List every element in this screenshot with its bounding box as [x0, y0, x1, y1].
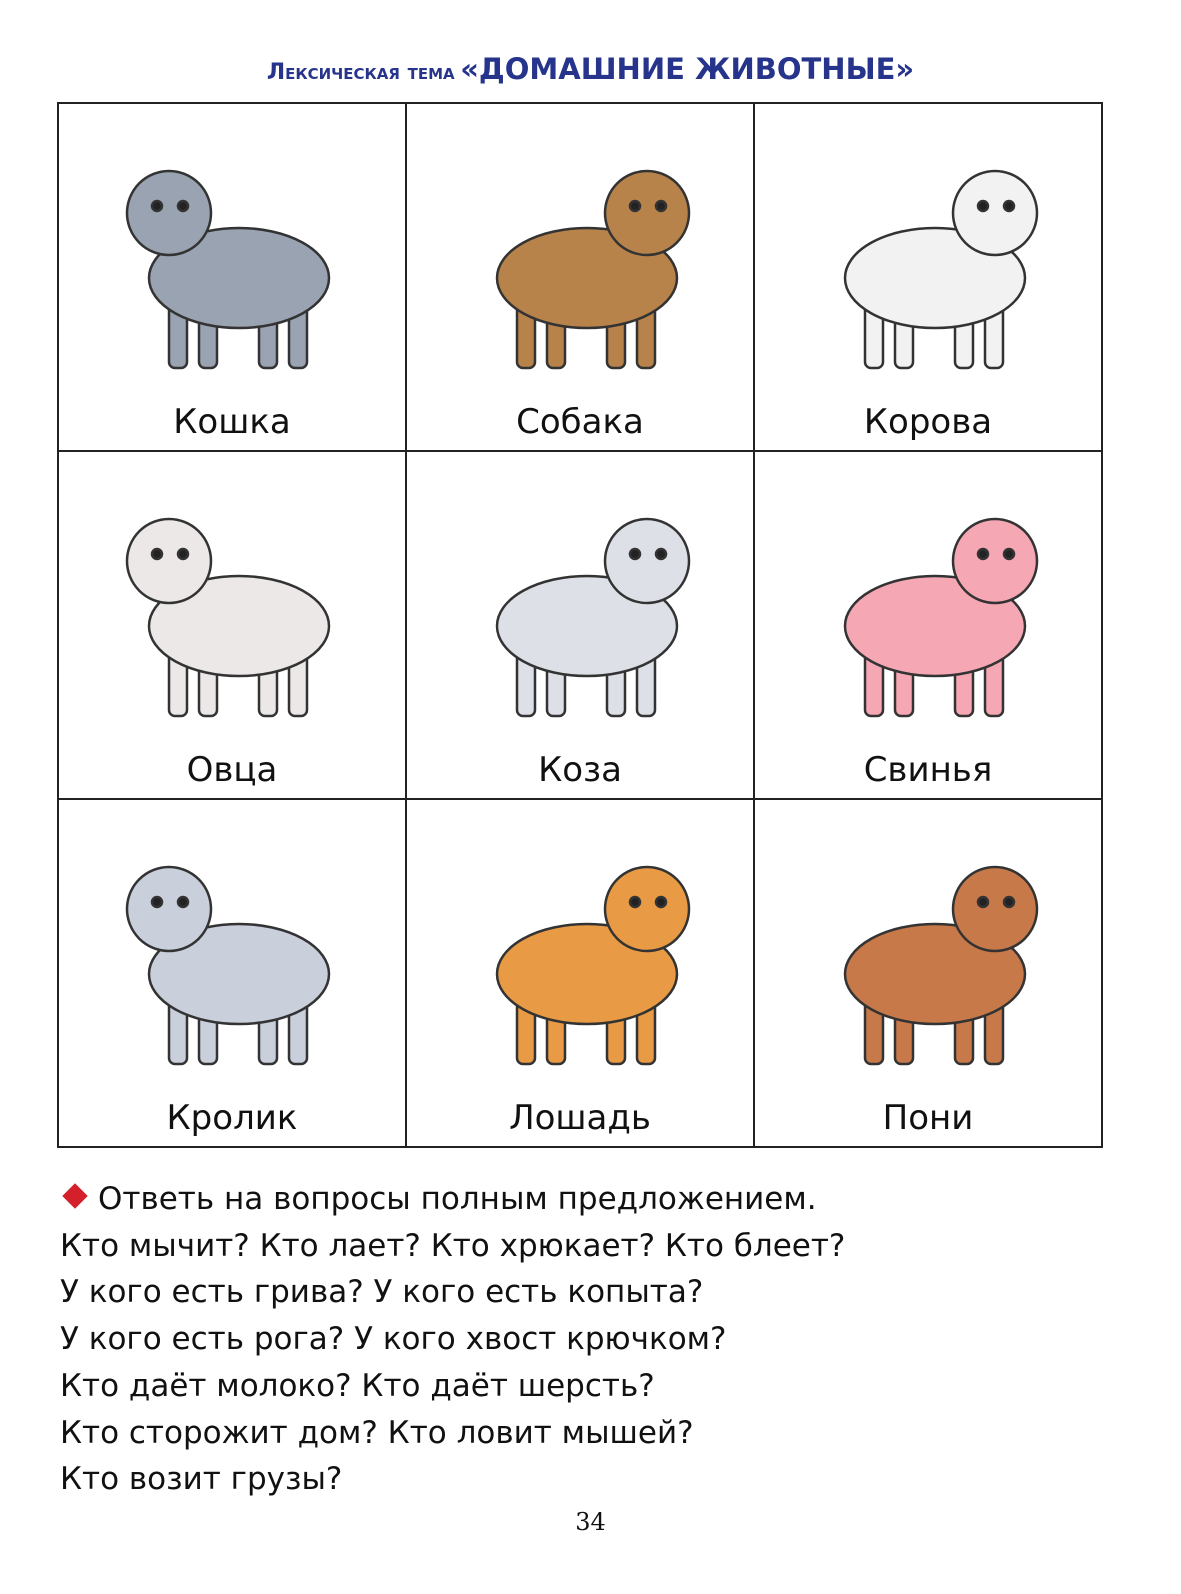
question-line: Кто мычит? Кто лает? Кто хрюкает? Кто блеет? [60, 1227, 846, 1264]
title-prefix: Лексическая тема [266, 60, 455, 85]
title-main: «ДОМАШНИЕ ЖИВОТНЫЕ» [460, 52, 915, 86]
animal-illustration-icon [795, 118, 1063, 396]
animal-card [406, 451, 754, 799]
diamond-bullet-icon [62, 1183, 87, 1208]
animal-illustration-icon [795, 466, 1063, 744]
animal-illustration-icon [99, 814, 367, 1092]
animal-illustration-icon [447, 814, 715, 1092]
animal-label: Кошка [173, 402, 291, 442]
animal-card [406, 799, 754, 1147]
question-line: Кто сторожит дом? Кто ловит мышей? [60, 1414, 694, 1451]
animal-illustration-icon [447, 118, 715, 396]
task-instruction: Ответь на вопросы полным предложением. [60, 1176, 845, 1223]
task-block [60, 1176, 845, 1503]
animal-label: Коза [538, 750, 622, 790]
question-line: Кто возит грузы? [60, 1461, 343, 1498]
animal-illustration-icon [99, 466, 367, 744]
question-line: У кого есть рога? У кого хвост крючком? [60, 1321, 727, 1358]
animal-label: Овца [186, 750, 278, 790]
animal-illustration-icon [447, 466, 715, 744]
animal-illustration-icon [795, 814, 1063, 1092]
animal-card [754, 103, 1102, 451]
animal-label: Свинья [863, 750, 993, 790]
animal-card [754, 799, 1102, 1147]
animal-label: Пони [882, 1098, 974, 1138]
animal-label: Корова [863, 402, 993, 442]
animal-illustration-icon [99, 118, 367, 396]
question-line: Кто даёт молоко? Кто даёт шерсть? [60, 1367, 655, 1404]
animal-card [754, 451, 1102, 799]
animal-card [406, 103, 754, 451]
animal-card [58, 799, 406, 1147]
page-number: 34 [575, 1508, 606, 1536]
animal-label: Кролик [166, 1098, 298, 1138]
page-title [0, 52, 1181, 86]
animal-label: Собака [516, 402, 644, 442]
animal-grid [57, 102, 1103, 1148]
animal-card [58, 103, 406, 451]
question-line: У кого есть грива? У кого есть копыта? [60, 1274, 704, 1311]
animal-label: Лошадь [509, 1098, 651, 1138]
animal-card [58, 451, 406, 799]
